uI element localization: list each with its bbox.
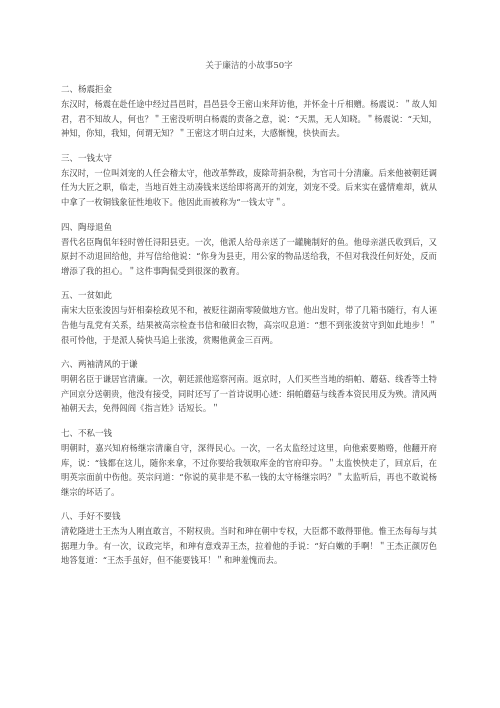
story-section <box>61 289 437 347</box>
section-paragraph: 明朝时，嘉兴知府杨继宗清廉自守，深得民心。一次，一名太监经过这里，向他索要贿赂，他翻开府库，说：“钱都在这儿，随你来拿，不过你要给我领取库金的官府印券。＂太监怏怏走了，回京后，在明英宗面前中伤他。英宗问道：“你说的莫非是不私一钱的太守杨继宗吗？＂太监听后，再也不敢说杨继宗的坏话了。 <box>61 442 437 497</box>
document-title: 关于廉洁的小故事50字 <box>205 61 293 71</box>
section-heading: 二、杨震拒金 <box>61 85 113 95</box>
story-section <box>61 83 437 141</box>
story-section <box>61 510 437 568</box>
section-paragraph: 东汉时，杨震在赴任途中经过昌邑时，昌邑县令王密山来拜访他，并怀金十斤相赠。杨震说：＂故人知君，君不知故人，何也？＂王密没听明白杨震的责备之意，说：“天黑，无人知晓。＂杨震说：“天知，神知，你知，我知，何谓无知？＂王密这才明白过来，大感惭愧，快快而去。 <box>61 99 437 139</box>
story-section <box>61 358 437 416</box>
section-paragraph: 南宋大臣张浚因与奸相秦桧政见不和，被贬往湖南零陵做地方官。他出发时，带了几箱书随行，有人诬告他与乱党有关系，结果被高宗检查书信和破旧衣物，高宗叹息道：“想不到张浚贫守到如此地步！＂很可怜他，于是派人骑快马追上张浚，赏赐他黄金三百两。 <box>61 305 437 345</box>
section-paragraph: 东汉时，一位叫刘宠的人任会稽太守，他改革弊政，废除苛捐杂税，为官司十分清廉。后来他被朝廷调任为大匠之职，临走，当地百姓主动凑钱来送给即将离开的刘宠，刘宠不受。后来实在盛情难却，就从中拿了一枚铜钱象征性地收下。他因此而被称为“一钱太守＂。 <box>61 167 437 207</box>
section-paragraph: 明朝名臣于谦居官清廉。一次，朝廷派他巡察河南。返京时，人们买些当地的绢帕、蘑菇、线香等土特产回京分送朝贵，他没有接受，同时还写了一首诗说明心迹：绢帕蘑菇与线香本资民用反为殃。清风两袖朝天去，免得闾阎《指言姓》话短长。＂ <box>61 374 437 414</box>
story-section <box>61 152 437 210</box>
section-heading: 四、陶母退鱼 <box>61 222 113 233</box>
story-section <box>61 221 437 279</box>
section-heading: 六、两袖清风的于谦 <box>61 360 138 371</box>
section-paragraph: 清乾隆进士王杰为人刚直敢言，不附权贵。当时和珅在朝中专权，大臣都不敢得罪他。惟王杰每每与其据理力争。有一次，议政完毕，和珅有意戏弄王杰，拉着他的手说：“好白嫩的手啊！＂王杰正颜厉色地答复道：“王杰手虽好，但不能要钱耳！＂和珅羞愧而去。 <box>61 526 437 566</box>
story-section <box>61 427 437 499</box>
section-heading: 八、手好不要钱 <box>61 512 121 523</box>
section-paragraph: 晋代名臣陶侃年轻时曾任浔阳县吏。一次，他派人给母亲送了一罐腌制好的鱼。他母亲湛氏收到后，又原封不动退回给他，并写信给他说：“你身为县吏，用公家的物品送给我，不但对我没任何好处，反而增添了我的担心。＂这件事陶侃受到很深的教育。 <box>61 236 437 276</box>
section-heading: 七、不私一钱 <box>61 428 113 439</box>
section-heading: 五、一贫如此 <box>61 291 113 302</box>
section-heading: 三、一钱太守 <box>61 153 113 164</box>
